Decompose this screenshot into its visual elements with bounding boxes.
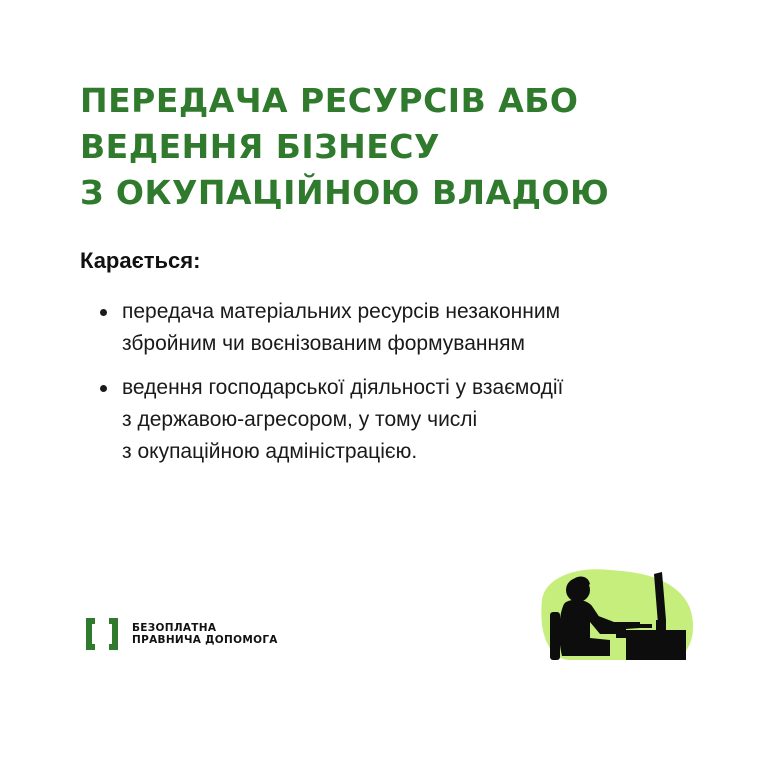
- logo-text: [132, 622, 278, 646]
- title-line: З ОКУПАЦІЙНОЮ ВЛАДОЮ: [80, 173, 610, 212]
- list-item-line: збройним чи воєнізованим формуванням: [122, 332, 525, 355]
- logo-line: ПРАВНИЧА ДОПОМОГА: [132, 634, 278, 646]
- bullet-dot-icon: [100, 385, 107, 392]
- list-item-line: ведення господарської діяльності у взаємодії: [122, 376, 564, 399]
- list-item: [100, 296, 720, 360]
- logo: [82, 614, 278, 654]
- subheading: Карається:: [80, 248, 201, 273]
- title-line: ПЕРЕДАЧА РЕСУРСІВ АБО: [80, 81, 579, 120]
- list-item: [100, 372, 720, 468]
- person-at-computer-icon: [530, 560, 700, 670]
- green-brackets-icon: [82, 614, 122, 654]
- bullet-dot-icon: [100, 309, 107, 316]
- logo-line: БЕЗОПЛАТНА: [132, 622, 217, 634]
- title-line: ВЕДЕННЯ БІЗНЕСУ: [80, 127, 440, 166]
- list-item-line: передача матеріальних ресурсів незаконним: [122, 300, 561, 323]
- list-item-line: з державою-агресором, у тому числі: [122, 408, 478, 431]
- list-item-line: з окупаційною адміністрацією.: [122, 440, 418, 463]
- illustration: [530, 560, 700, 675]
- page-title: [80, 78, 609, 216]
- penalty-list: [100, 296, 720, 480]
